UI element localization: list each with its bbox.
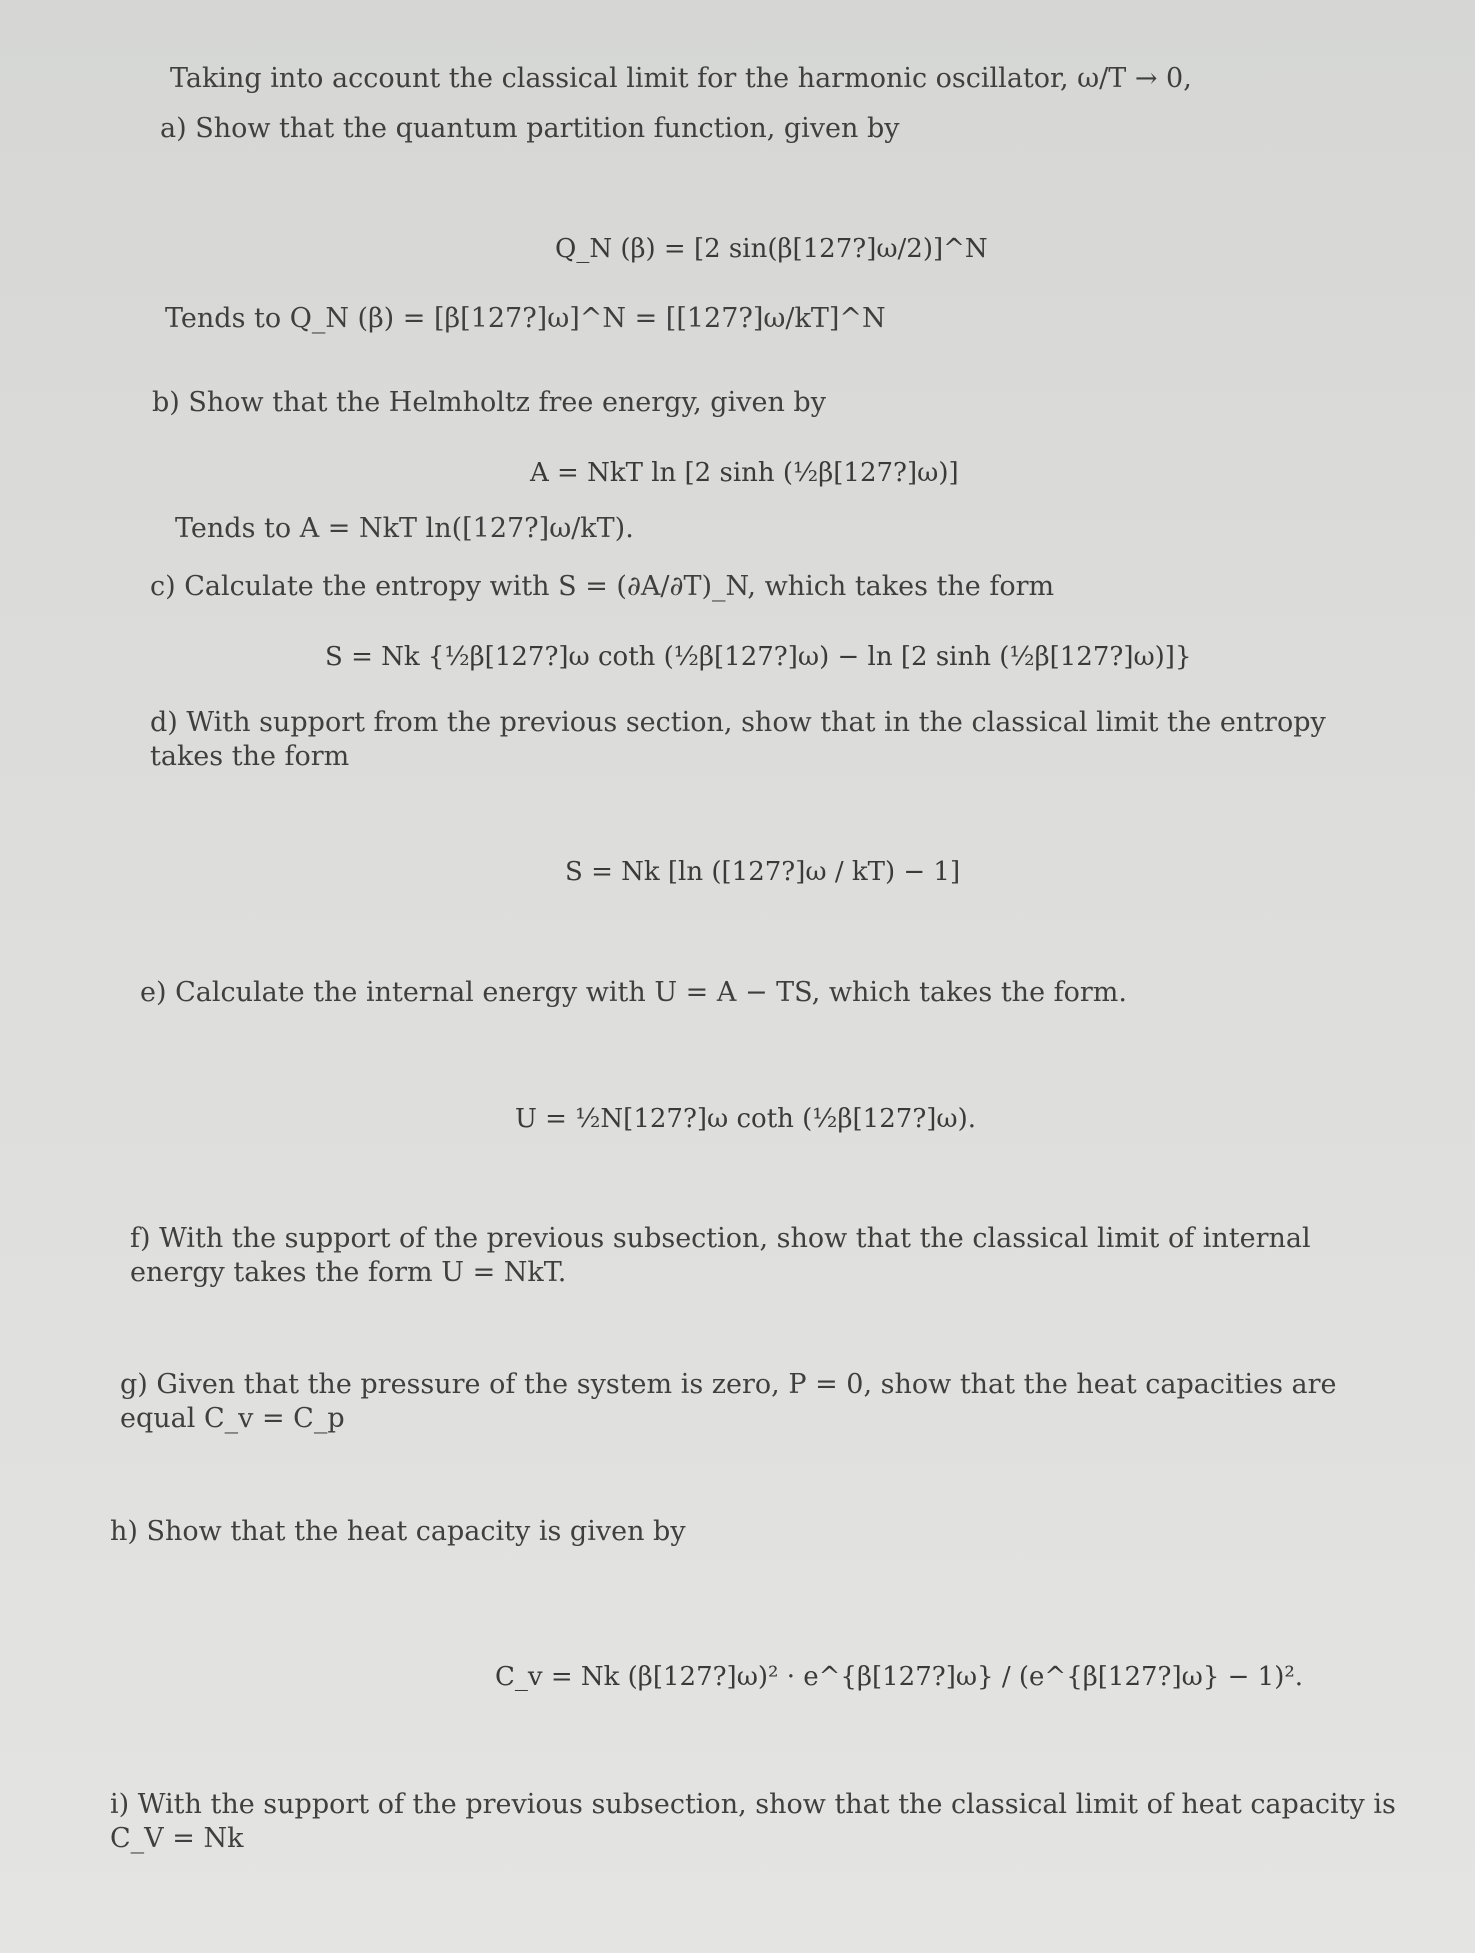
part-d-equation: S = Nk [ln ([127?]ω / kT) − 1] xyxy=(565,857,961,887)
part-a-label: a) Show that the quantum partition function, given by xyxy=(160,113,900,144)
part-g-label: g) Given that the pressure of the system is zero, P = 0, show that the heat capacities are equal C_v = C_p xyxy=(120,1369,1337,1434)
part-b-tends: Tends to A = NkT ln([127?]ω/kT). xyxy=(175,513,634,544)
part-h-equation: C_v = Nk (β[127?]ω)² · e^{β[127?]ω} / (e^{β[127?]ω} − 1)². xyxy=(495,1662,1304,1692)
part-e-label: e) Calculate the internal energy with U = A − TS, which takes the form. xyxy=(140,977,1127,1008)
part-b-label: b) Show that the Helmholtz free energy, given by xyxy=(152,387,826,418)
part-b-equation: A = NkT ln [2 sinh (½β[127?]ω)] xyxy=(530,458,959,488)
part-e-equation: U = ½N[127?]ω coth (½β[127?]ω). xyxy=(515,1104,977,1134)
part-i-label: i) With the support of the previous subsection, show that the classical limit of heat capacity is C_V = Nk xyxy=(110,1789,1396,1854)
part-c-label: c) Calculate the entropy with S = (∂A/∂T)_N, which takes the form xyxy=(150,571,1055,602)
part-f-label: f) With the support of the previous subsection, show that the classical limit of internal energy takes the form U = NkT. xyxy=(130,1223,1311,1288)
part-d-label: d) With support from the previous section, show that in the classical limit the entropy takes the form xyxy=(150,707,1326,772)
part-a-tends: Tends to Q_N (β) = [β[127?]ω]^N = [[127?]ω/kT]^N xyxy=(165,303,886,334)
part-h-label: h) Show that the heat capacity is given by xyxy=(110,1516,686,1547)
part-a-equation: Q_N (β) = [2 sin(β[127?]ω/2)]^N xyxy=(555,234,988,264)
intro-text: Taking into account the classical limit for the harmonic oscillator, ω/T → 0, xyxy=(170,63,1192,94)
part-c-equation: S = Nk {½β[127?]ω coth (½β[127?]ω) − ln [2 sinh (½β[127?]ω)]} xyxy=(325,642,1192,672)
